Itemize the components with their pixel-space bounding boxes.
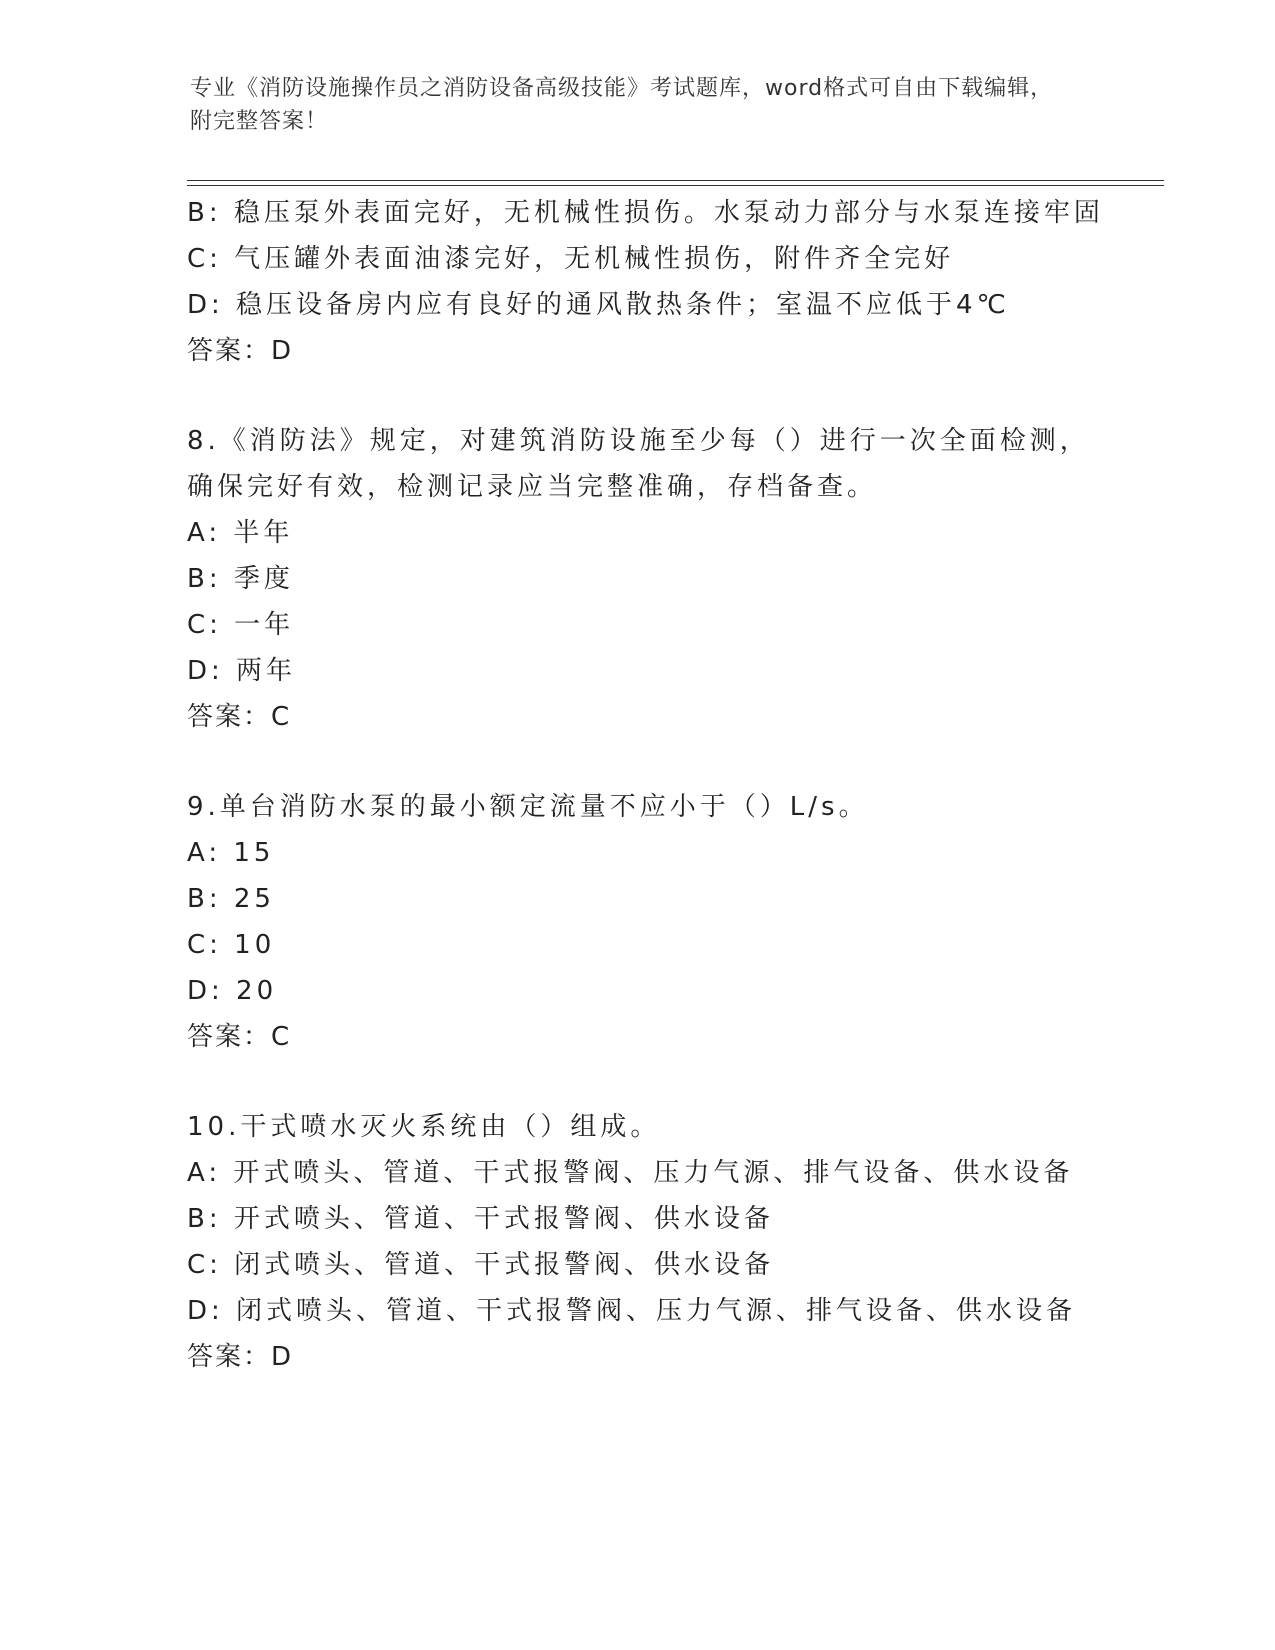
question-block-8	[187, 418, 1090, 740]
option-d: D: 20	[187, 976, 278, 1006]
answer-label: 答案：D	[187, 336, 294, 366]
option-d: D: 闭式喷头、管道、干式报警阀、压力气源、排气设备、供水设备	[187, 1296, 1077, 1326]
header-divider-top	[187, 180, 1164, 181]
question-block-7-continued	[187, 190, 1104, 374]
option-c: C: 闭式喷头、管道、干式报警阀、供水设备	[187, 1250, 775, 1280]
option-b: B: 开式喷头、管道、干式报警阀、供水设备	[187, 1204, 774, 1234]
option-a: A: 15	[187, 838, 275, 868]
header-divider-bottom	[187, 185, 1164, 186]
option-c: C: 一年	[187, 610, 295, 640]
option-d: D: 两年	[187, 656, 297, 686]
question-block-10	[187, 1104, 1087, 1380]
question-text: 9.单台消防水泵的最小额定流量不应小于（）L/s。	[187, 792, 869, 822]
answer-label: 答案：D	[187, 1342, 294, 1372]
question-block-9	[187, 784, 1087, 1060]
answer-label: 答案：C	[187, 1022, 292, 1052]
option-a: A: 开式喷头、管道、干式报警阀、压力气源、排气设备、供水设备	[187, 1158, 1074, 1188]
answer-label: 答案：C	[187, 702, 292, 732]
option-d: D: 稳压设备房内应有良好的通风散热条件；室温不应低于4℃	[187, 290, 1010, 320]
option-c: C: 气压罐外表面油漆完好，无机械性损伤，附件齐全完好	[187, 244, 955, 274]
question-text: 10.干式喷水灭火系统由（）组成。	[187, 1112, 661, 1142]
option-c: C: 10	[187, 930, 276, 960]
option-a: A: 半年	[187, 518, 294, 548]
option-b: B: 25	[187, 884, 275, 914]
document-intro: 专业《消防设施操作员之消防设备高级技能》考试题库，word格式可自由下载编辑，附完整答案！	[190, 76, 1054, 134]
question-list	[187, 190, 1104, 1380]
question-text-cont: 确保完好有效，检测记录应当完整准确，存档备查。	[187, 472, 878, 502]
question-text: 8.《消防法》规定，对建筑消防设施至少每（）进行一次全面检测，	[187, 426, 1090, 456]
option-b: B: 季度	[187, 564, 294, 594]
option-b: B: 稳压泵外表面完好，无机械性损伤。水泵动力部分与水泵连接牢固	[187, 198, 1104, 228]
